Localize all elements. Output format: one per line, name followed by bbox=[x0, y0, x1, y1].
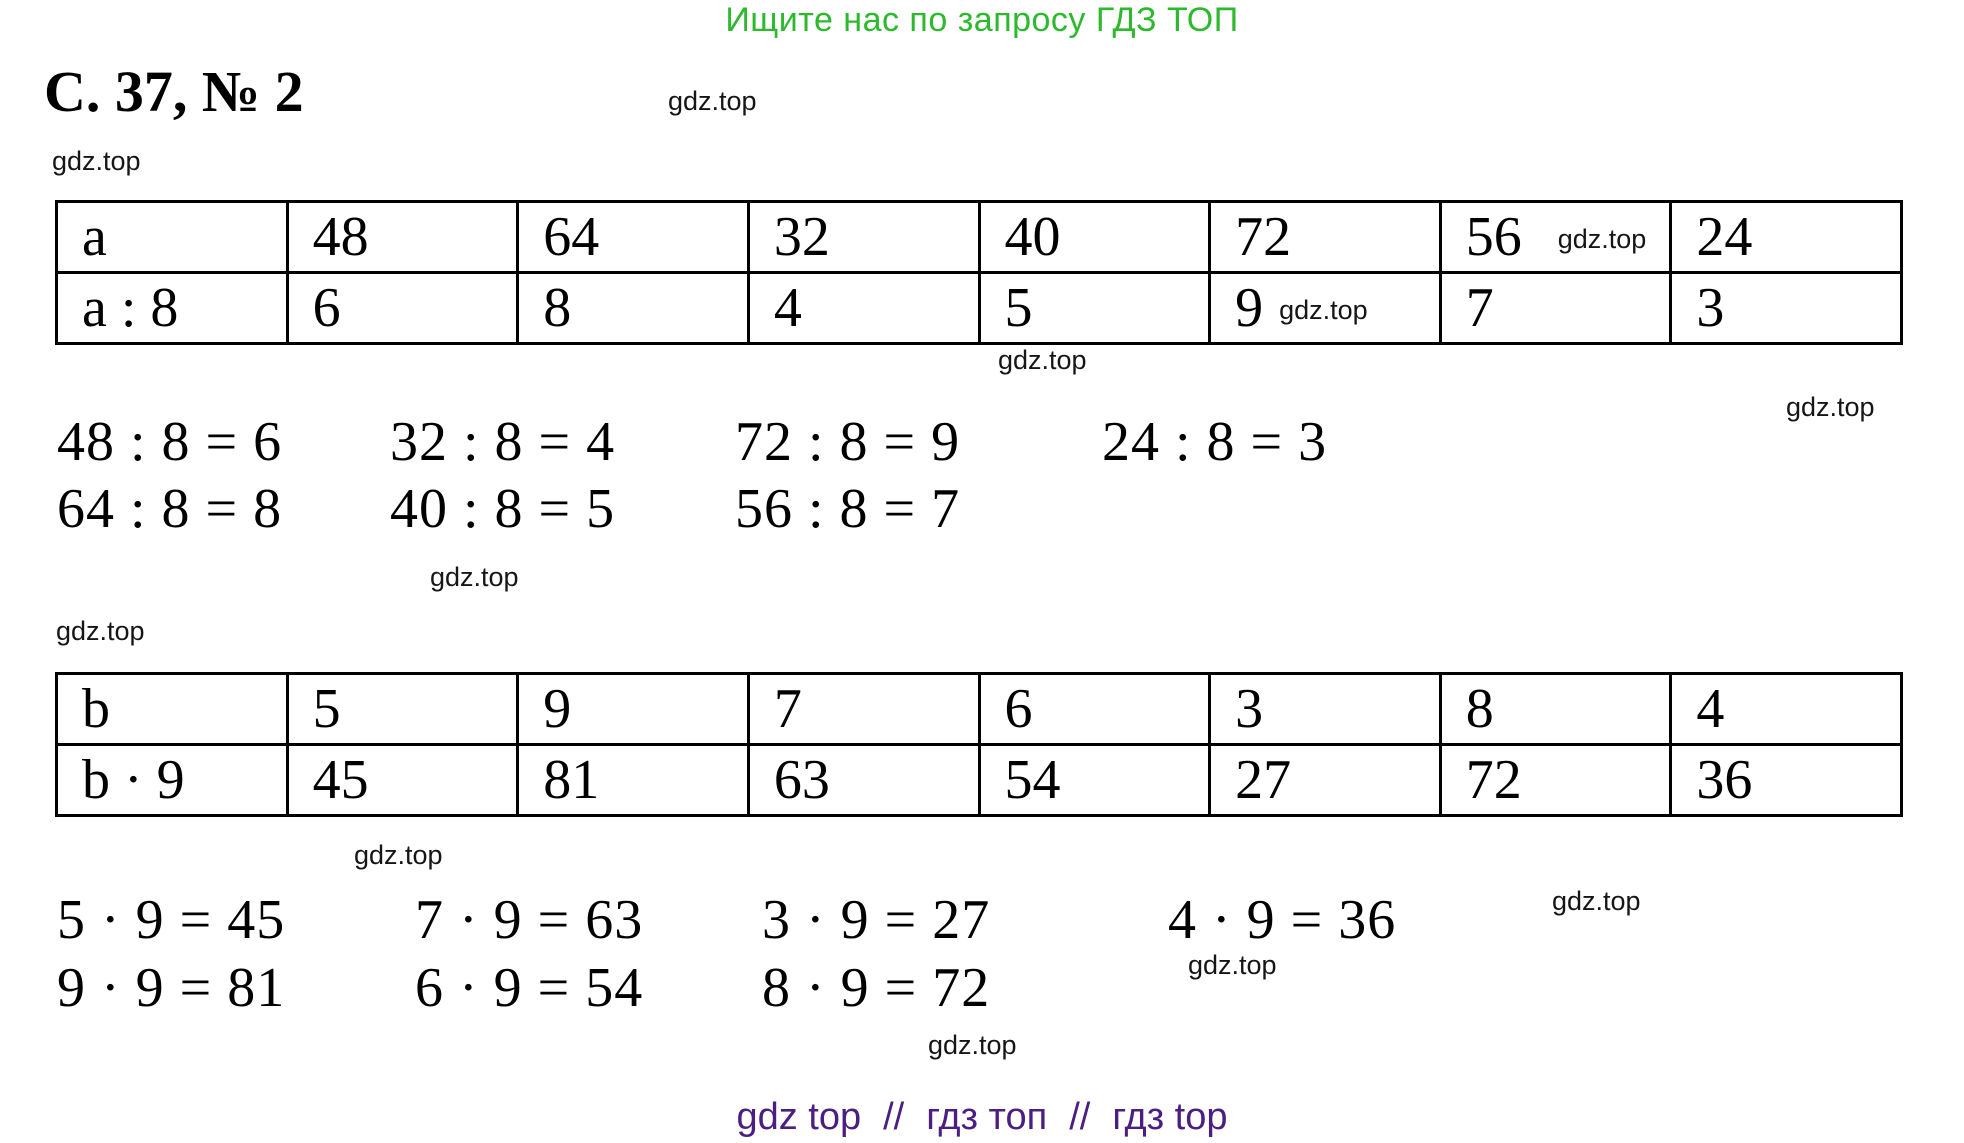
divide-by-8-table bbox=[55, 200, 1903, 345]
watermark-gdz-top: gdz.top bbox=[928, 1030, 1017, 1060]
multiplication-equation: 7 · 9 = 63 bbox=[415, 889, 644, 951]
multiplication-equation: 8 · 9 = 72 bbox=[762, 957, 991, 1019]
footer-link-gdz-top-mixed[interactable]: гдз top bbox=[1112, 1096, 1228, 1138]
footer-links bbox=[0, 1096, 1964, 1139]
table-cell: 36 bbox=[1671, 745, 1902, 816]
division-equation: 40 : 8 = 5 bbox=[390, 478, 616, 540]
cell-value: 9 bbox=[1235, 277, 1264, 339]
watermark-gdz-top: gdz.top bbox=[56, 616, 145, 646]
division-equation: 24 : 8 = 3 bbox=[1102, 411, 1328, 473]
watermark-gdz-top: gdz.top bbox=[1188, 950, 1277, 980]
multiplication-equation: 5 · 9 = 45 bbox=[57, 889, 286, 951]
table-cell: 6 bbox=[979, 674, 1210, 745]
watermark-gdz-top: gdz.top bbox=[430, 562, 519, 592]
promo-link[interactable]: Ищите нас по запросу ГДЗ ТОП bbox=[725, 1, 1239, 39]
multiply-by-9-table bbox=[55, 672, 1903, 817]
table-cell: 54 bbox=[979, 745, 1210, 816]
table-cell: 27 bbox=[1210, 745, 1441, 816]
table-row-a-values bbox=[57, 202, 1902, 273]
table-row-b-multiplied bbox=[57, 745, 1902, 816]
watermark-gdz-top: gdz.top bbox=[354, 840, 443, 870]
table-cell: 72 bbox=[1440, 745, 1671, 816]
cell-value: 56 bbox=[1465, 206, 1522, 268]
table-cell: 64 bbox=[518, 202, 749, 273]
footer-link-gdz-top[interactable]: gdz top bbox=[736, 1096, 862, 1138]
footer-separator: // bbox=[883, 1096, 905, 1138]
table-cell: a : 8 bbox=[57, 273, 288, 344]
page-title: С. 37, № 2 bbox=[44, 59, 304, 124]
table-cell: 3 bbox=[1671, 273, 1902, 344]
table-cell: 24 bbox=[1671, 202, 1902, 273]
table-cell: 63 bbox=[748, 745, 979, 816]
watermark-gdz-top: gdz.top bbox=[1786, 392, 1875, 422]
table-cell: 5 bbox=[979, 273, 1210, 344]
division-equation: 48 : 8 = 6 bbox=[57, 411, 283, 473]
table-cell: b · 9 bbox=[57, 745, 288, 816]
watermark-gdz-top: gdz.top bbox=[1552, 886, 1641, 916]
watermark-gdz-top: gdz.top bbox=[52, 146, 141, 176]
watermark-gdz-top: gdz.top bbox=[668, 86, 757, 116]
table-cell: 48 bbox=[287, 202, 518, 273]
multiplication-equation: 3 · 9 = 27 bbox=[762, 889, 991, 951]
footer-separator: // bbox=[1069, 1096, 1091, 1138]
division-equation: 72 : 8 = 9 bbox=[735, 411, 961, 473]
table-cell: 8 bbox=[518, 273, 749, 344]
table-cell: 3 bbox=[1210, 674, 1441, 745]
table-cell: 40 bbox=[979, 202, 1210, 273]
table-row-b-values bbox=[57, 674, 1902, 745]
multiplication-equation: 9 · 9 = 81 bbox=[57, 957, 286, 1019]
table-cell: 7 bbox=[748, 674, 979, 745]
multiplication-equation: 4 · 9 = 36 bbox=[1168, 889, 1397, 951]
table-cell: 72 bbox=[1210, 202, 1441, 273]
table-cell: 5 bbox=[287, 674, 518, 745]
table-cell: 6 bbox=[287, 273, 518, 344]
watermark-gdz-top: gdz.top bbox=[1279, 295, 1368, 325]
table-cell: a bbox=[57, 202, 288, 273]
table-row-a-divided bbox=[57, 273, 1902, 344]
table-cell: 45 bbox=[287, 745, 518, 816]
table-cell: 4 bbox=[748, 273, 979, 344]
watermark-gdz-top: gdz.top bbox=[1557, 224, 1647, 254]
table-cell: 4 bbox=[1671, 674, 1902, 745]
table-cell bbox=[1210, 273, 1441, 344]
table-cell: b bbox=[57, 674, 288, 745]
division-equation: 64 : 8 = 8 bbox=[57, 478, 283, 540]
multiplication-equation: 6 · 9 = 54 bbox=[415, 957, 644, 1019]
table-cell: 7 bbox=[1440, 273, 1671, 344]
table-cell bbox=[1440, 202, 1671, 273]
footer-link-gdz-top-cyrillic[interactable]: гдз топ bbox=[926, 1096, 1048, 1138]
table-cell: 32 bbox=[748, 202, 979, 273]
division-equation: 32 : 8 = 4 bbox=[390, 411, 616, 473]
table-cell: 9 bbox=[518, 674, 749, 745]
division-equation: 56 : 8 = 7 bbox=[735, 478, 961, 540]
table-cell: 81 bbox=[518, 745, 749, 816]
watermark-gdz-top: gdz.top bbox=[998, 345, 1087, 375]
table-cell: 8 bbox=[1440, 674, 1671, 745]
